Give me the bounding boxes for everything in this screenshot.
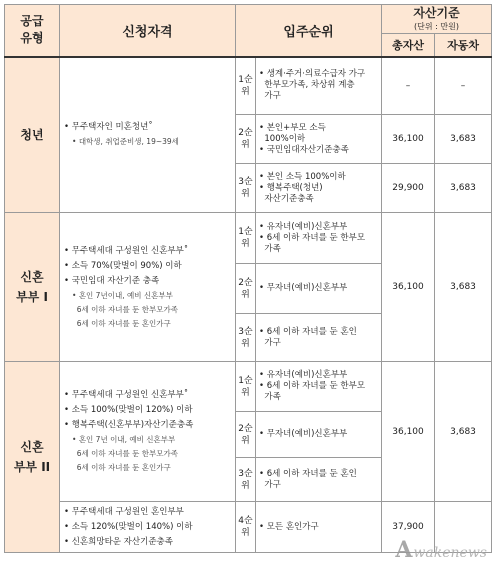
rank-cell [236,314,256,362]
qual-line: • 무주택자인 미혼청년˚ [64,122,153,133]
car-cell: 3,683 [435,115,492,164]
condition-line: • 무자녀(예비)신혼부부 [259,429,348,439]
condition-line: • 본인 소득 100%이하 [259,171,346,182]
condition-line: 가구 [259,337,281,348]
header-supply-type-line: 공급 [20,14,44,29]
rank-cell [236,264,256,314]
qual-line: • 신혼희망타운 자산기준충족 [64,536,173,547]
rank-label: 2순 위 [238,277,253,300]
qual-sub-line: 6세 이하 자녀를 둔 한부모가족 [76,449,179,458]
header-total-assets: 총자산 [382,34,435,57]
qual-newlywed-1 [60,213,236,362]
rank-label: 4순 위 [238,516,253,538]
condition-line: • 유자녀(예비)신혼부부 [259,370,348,380]
rank-label: 2순 위 [238,128,253,150]
qual-sub-line: • 대학생, 취업준비생, 19~39세 [72,137,179,147]
cond-cell [256,264,382,314]
qual-line: • 소득 120%(맞벌이 140%) 이하 [64,521,193,532]
type-newlywed-1: 신혼 부부 I [5,213,60,362]
condition-line: 가구 [259,479,281,490]
header-ranking: 입주순위 [236,5,382,57]
condition-line: • 6세 이하 자녀를 둔 한부모 [259,232,366,243]
qual-sub-line: 6세 이하 자녀를 둔 한부모가족 [76,304,179,314]
total-cell: 36,100 [382,213,435,362]
rank-label: 3순 위 [238,468,253,491]
cond-cell [256,213,382,264]
condition-line: 자산기준충족 [259,193,314,204]
housing-eligibility-table [4,4,492,553]
condition-line: 한부모가족, 차상위 계층 [259,80,355,91]
total-cell: – [382,57,435,115]
row-newlywed2-rank1 [5,362,492,412]
qual-line: • 무주택세대 구성원인 신혼부부˚ [64,390,189,400]
condition-line: • 무자녀(예비)신혼부부 [259,283,348,293]
rank-cell [236,115,256,164]
cond-cell [256,57,382,115]
condition-line: • 6세 이하 자녀를 둔 혼인 [259,468,357,479]
condition-line: • 6세 이하 자녀를 둔 혼인 [259,326,357,337]
condition-line: • 행복주택(청년) [259,182,323,193]
condition-line: • 유자녀(예비)신혼부부 [259,221,348,232]
total-cell: 36,100 [382,362,435,502]
condition-line: 100%이하 [259,133,306,144]
type-youth: 청년 [5,57,60,213]
cond-cell [256,458,382,502]
car-cell: 3,683 [435,164,492,213]
cond-cell [256,412,382,458]
rank-cell [236,412,256,458]
car-cell: 3,683 [435,213,492,362]
cond-cell [256,115,382,164]
condition-line: 가족 [259,392,281,402]
header-supply-type-line: 유형 [20,31,44,46]
qual-line: • 행복주택(신혼부부)자산기준충족 [64,420,194,430]
car-cell: – [435,57,492,115]
qual-newlywed-2 [60,362,236,502]
qual-line: • 무주택세대 구성원인 신혼부부˚ [64,245,189,256]
rank-label: 3순 위 [238,326,253,349]
cond-cell [256,164,382,213]
cond-cell [256,314,382,362]
car-cell: 3,683 [435,362,492,502]
watermark-a-icon: A [395,537,413,563]
rank-label: 1순 위 [238,74,253,97]
rank-label: 2순 위 [238,423,253,446]
header-supply-type [5,5,60,57]
condition-line: • 국민임대자산기준충족 [259,144,349,155]
qual-line: • 소득 70%(맞벌이 90%) 이하 [64,260,182,271]
watermark-logo: Awakenews [395,537,487,563]
condition-line: • 생계·주거·의료수급자 가구 [259,69,366,80]
row-youth-rank1 [5,57,492,115]
header-asset-unit: (단위 : 만원) [414,22,459,31]
condition-line: 가구 [259,91,281,102]
cond-cell [256,502,382,553]
rank-cell [236,164,256,213]
rank-cell [236,458,256,502]
rank-label: 1순 위 [238,375,253,398]
rank-cell [236,362,256,412]
qual-sub-line: 6세 이하 자녀를 둔 혼인가구 [76,463,171,472]
condition-line: • 모든 혼인가구 [259,521,319,532]
header-asset-label: 자산기준 [413,6,460,20]
header-asset [382,5,492,34]
rank-label: 1순 위 [238,227,253,249]
total-cell: 37,900 [382,502,435,553]
qual-sub-line: • 혼인 7년 이내, 예비 신혼부부 [72,435,176,444]
condition-line: 가족 [259,243,281,254]
qual-sub-line: 6세 이하 자녀를 둔 혼인가구 [76,318,171,328]
qual-sub-line: • 혼인 7년이내, 예비 신혼부부 [72,290,173,300]
condition-line: • 6세 이하 자녀를 둔 한부모 [259,381,366,391]
qual-line: • 소득 100%(맞벌이 120%) 이하 [64,405,193,415]
qual-line: • 무주택세대 구성원인 혼인부부 [64,506,184,517]
qual-youth [60,57,236,213]
header-car: 자동차 [435,34,492,57]
rank-label: 3순 위 [238,177,253,199]
qual-newlywed-2-extra [60,502,236,553]
rank-cell [236,57,256,115]
condition-line: • 본인+부모 소득 [259,122,326,133]
qual-line: • 국민임대 자산기준 충족 [64,275,160,286]
rank-cell [236,502,256,553]
total-cell: 36,100 [382,115,435,164]
total-cell: 29,900 [382,164,435,213]
cond-cell [256,362,382,412]
rank-cell [236,213,256,264]
row-newlywed1-rank1 [5,213,492,264]
type-newlywed-2: 신혼 부부 II [5,362,60,553]
header-qualification: 신청자격 [60,5,236,57]
